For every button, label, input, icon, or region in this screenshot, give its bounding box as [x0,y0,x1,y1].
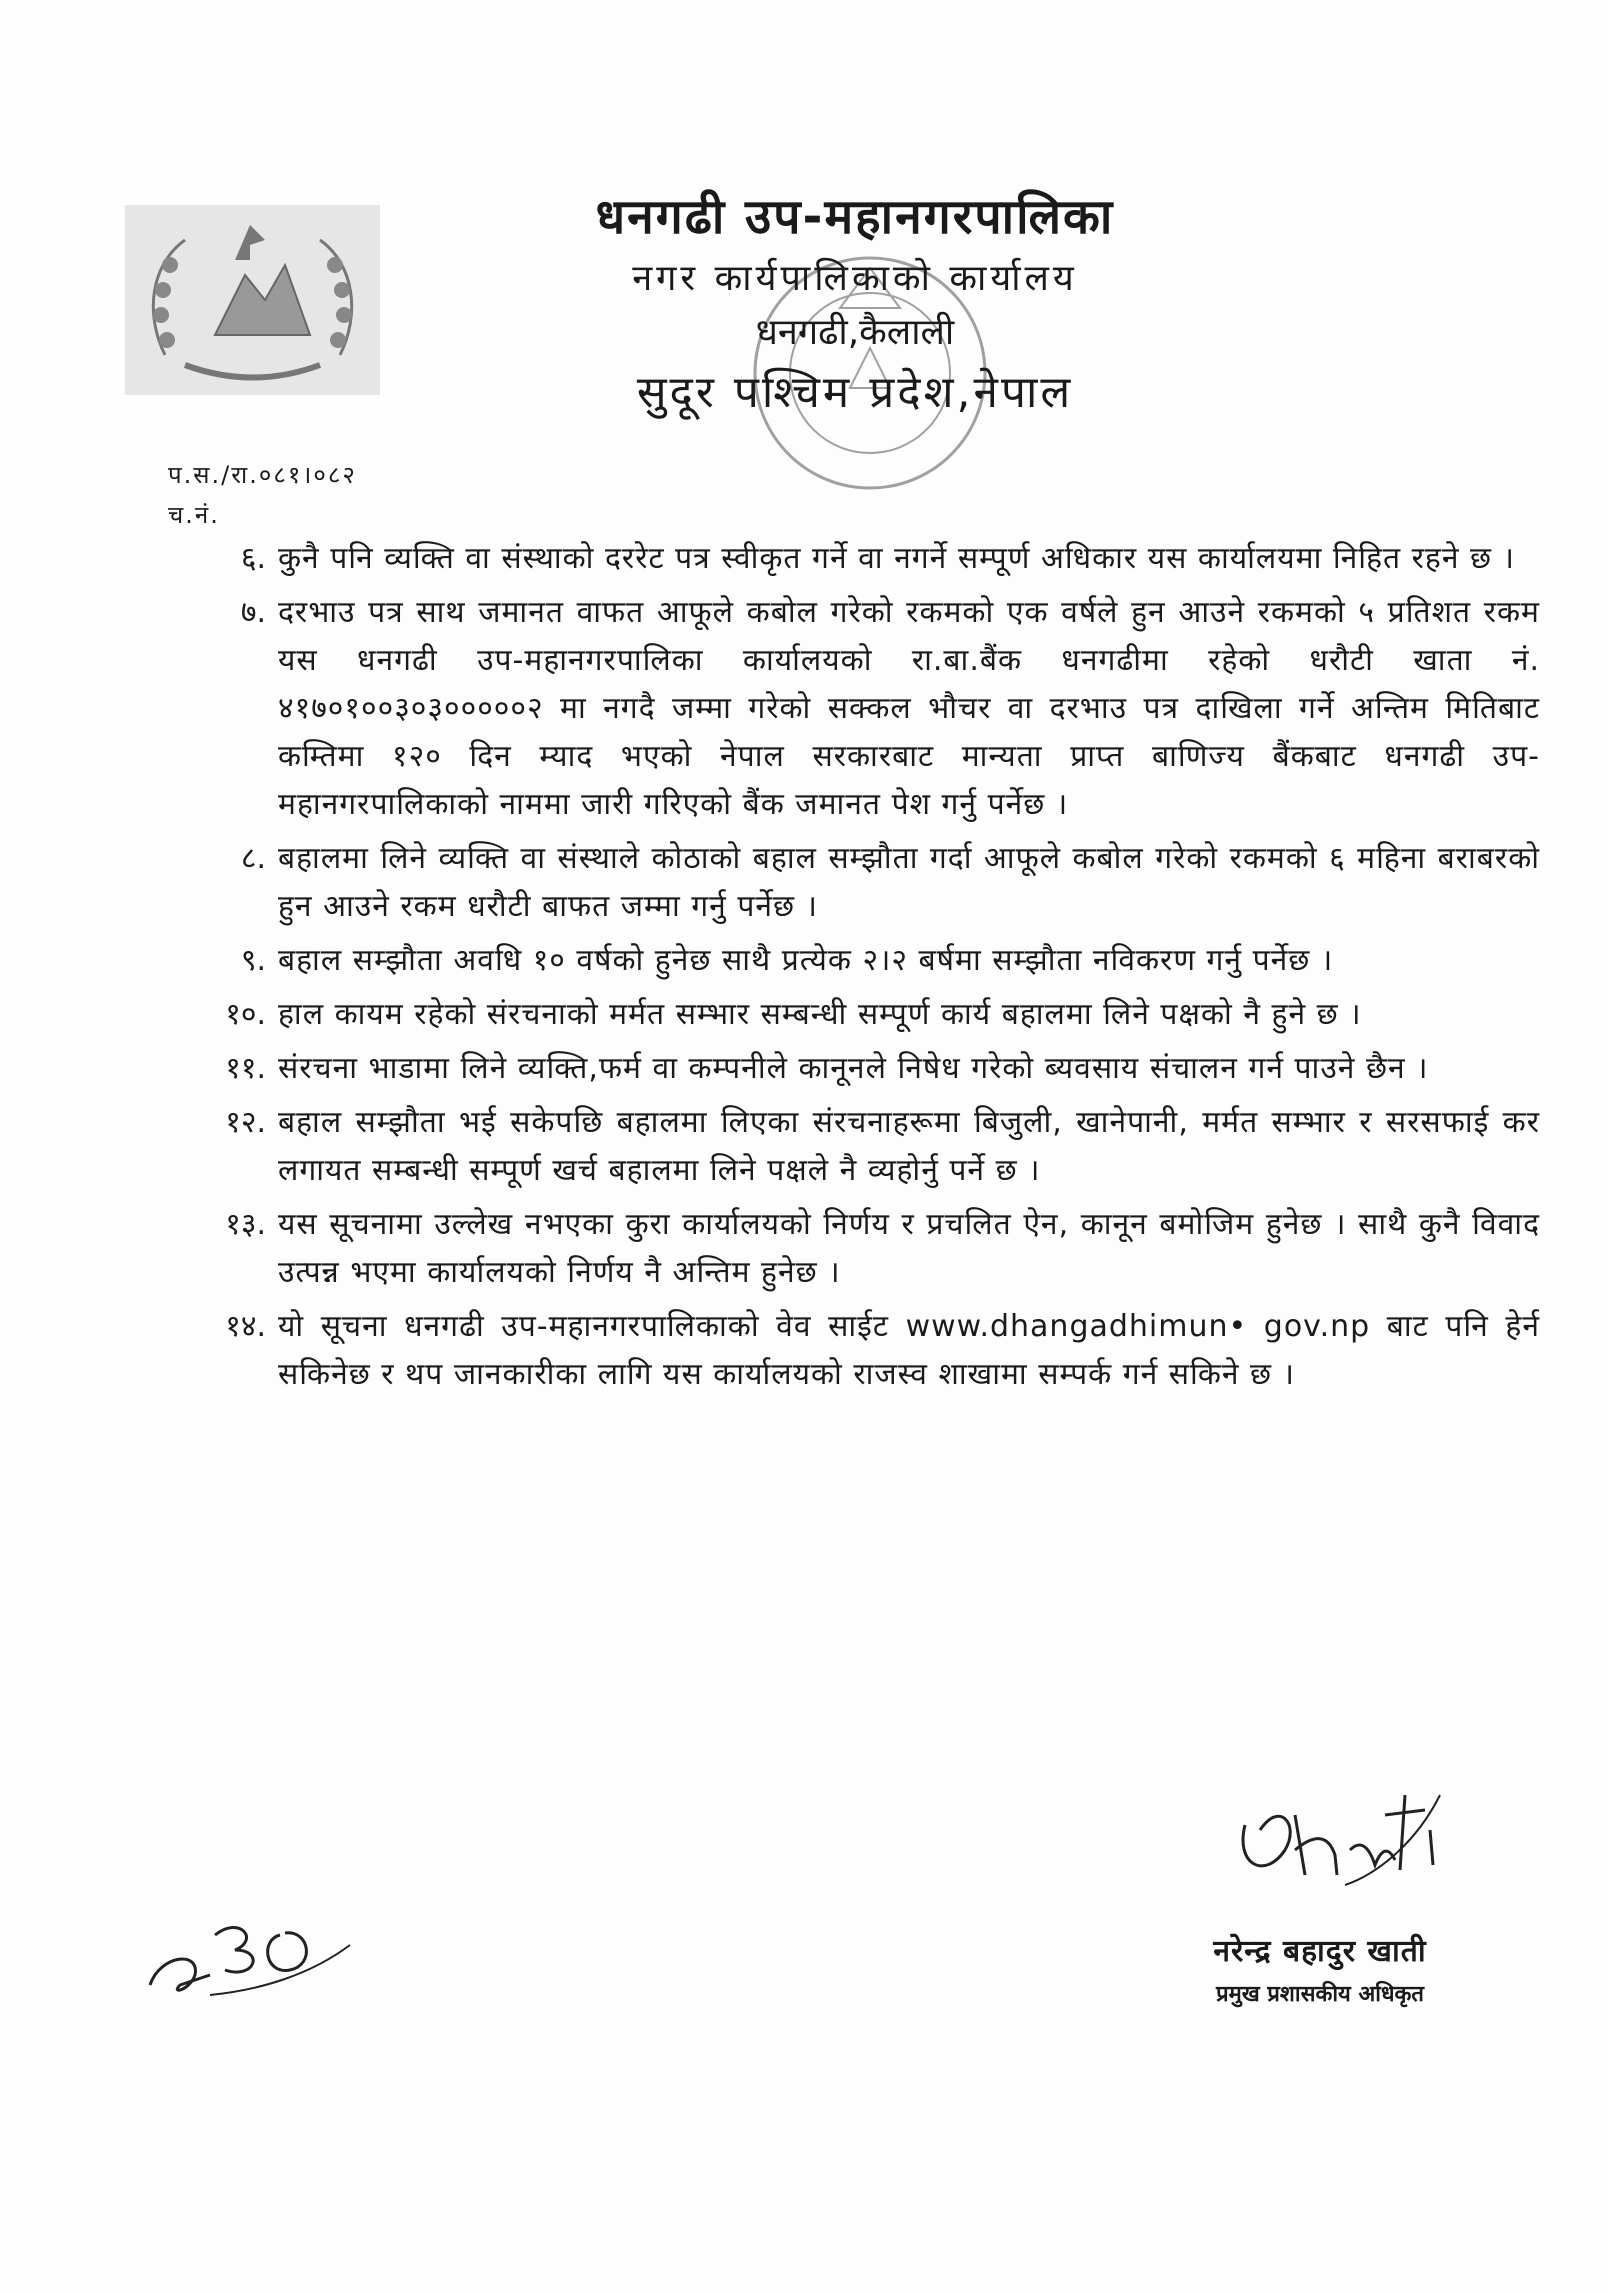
fiscal-year-ref: प.स./रा.०८१।०८२ [168,461,357,489]
list-item [180,835,1540,931]
notice-conditions-list [180,535,1540,1405]
item-text: यस सूचनामा उल्लेख नभएका कुरा कार्यालयको निर्णय र प्रचलित ऐन, कानून बमोजिम हुनेछ । साथै कुनै विवाद उत्पन्न भएमा कार्यालयको निर्णय नै अन्तिम हुनेछ । [278,1207,1540,1290]
item-number: ९. [240,943,266,978]
signer-title: प्रमुख प्रशासकीय अधिकृत [1216,1982,1424,2007]
reference-numbers [168,455,357,535]
office-province: सुदूर पश्चिम प्रदेश,नेपाल [636,367,1074,418]
item-number: १०. [225,997,266,1032]
item-text: बहाल सम्झौता भई सकेपछि बहालमा लिएका संरचनाहरूमा बिजुली, खानेपानी, मर्मत सम्भार र सरसफाई कर लगायत सम्बन्धी सम्पूर्ण खर्च बहालमा लिने पक्षले नै व्यहोर्नु पर्ने छ । [278,1105,1540,1188]
item-text: संरचना भाडामा लिने व्यक्ति,फर्म वा कम्पनीले कानूनले निषेध गरेको ब्यवसाय संचालन गर्न पाउने छैन । [278,1051,1429,1086]
item-number: ७. [240,595,266,630]
item-text: यो सूचना धनगढी उप-महानगरपालिकाको वेव साईट www.dhangadhimun• gov.np बाट पनि हेर्न सकिनेछ र थप जानकारीका लागि यस कार्यालयको राजस्व शाखामा सम्पर्क गर्न सकिने छ । [278,1309,1540,1392]
list-item [180,1303,1540,1399]
list-item [180,589,1540,829]
signer-name: नरेन्द्र बहादुर खाती [1213,1934,1427,1969]
nepal-emblem-logo [125,205,380,395]
item-number: ११. [225,1051,266,1086]
office-subtitle: नगर कार्यपालिकाको कार्यालय [632,258,1078,299]
item-text: दरभाउ पत्र साथ जमानत वाफत आफूले कबोल गरेको रकमको एक वर्षले हुन आउने रकमको ५ प्रतिशत रकम यस धनगढी उप-महानगरपालिका कार्यालयको रा.बा.बैंक धनगढीमा रहेको धरौटी खाता नं. ४१७०१००३०३०००००२ मा नगदै जम्मा गरेको सक्कल भौचर वा दरभाउ पत्र दाखिला गर्ने अन्तिम मितिबाट कम्तिमा १२० दिन म्याद भएको नेपाल सरकारबाट मान्यता प्राप्त बाणिज्य बैंकबाट धनगढी उप-महानगरपालिकाको नाममा जारी गरिएको बैंक जमानत पेश गर्नु पर्नेछ । [278,595,1540,822]
list-item [180,991,1540,1039]
item-text: कुनै पनि व्यक्ति वा संस्थाको दररेट पत्र स्वीकृत गर्ने वा नगर्ने सम्पूर्ण अधिकार यस कार्यालयमा निहित रहने छ । [278,541,1515,576]
list-item [180,1201,1540,1297]
signatory-block [1130,1930,1510,2012]
item-number: १४. [225,1309,266,1344]
letterhead [380,185,1330,423]
list-item [180,1099,1540,1195]
item-text: बहालमा लिने व्यक्ति वा संस्थाले कोठाको बहाल सम्झौता गर्दा आफूले कबोल गरेको रकमको ६ महिना बराबरको हुन आउने रकम धरौटी बाफत जम्मा गर्नु पर्नेछ । [278,841,1540,924]
office-district: धनगढी,कैलाली [755,312,955,353]
list-item [180,535,1540,583]
dispatch-number: च.नं. [168,501,220,529]
item-number: १२. [225,1105,266,1140]
office-title: धनगढी उप-महानगरपालिका [595,189,1115,245]
item-text: हाल कायम रहेको संरचनाको मर्मत सम्भार सम्बन्धी सम्पूर्ण कार्य बहालमा लिने पक्षको नै हुने छ । [278,997,1362,1032]
handwritten-page-number [140,1895,360,2005]
item-text: बहाल सम्झौता अवधि १० वर्षको हुनेछ साथै प्रत्येक २।२ बर्षमा सम्झौता नविकरण गर्नु पर्नेछ । [278,943,1334,978]
item-number: ८. [240,841,266,876]
handwritten-signature [1225,1755,1455,1895]
item-number: ६. [240,541,266,576]
list-item [180,1045,1540,1093]
item-number: १३. [225,1207,266,1242]
list-item [180,937,1540,985]
